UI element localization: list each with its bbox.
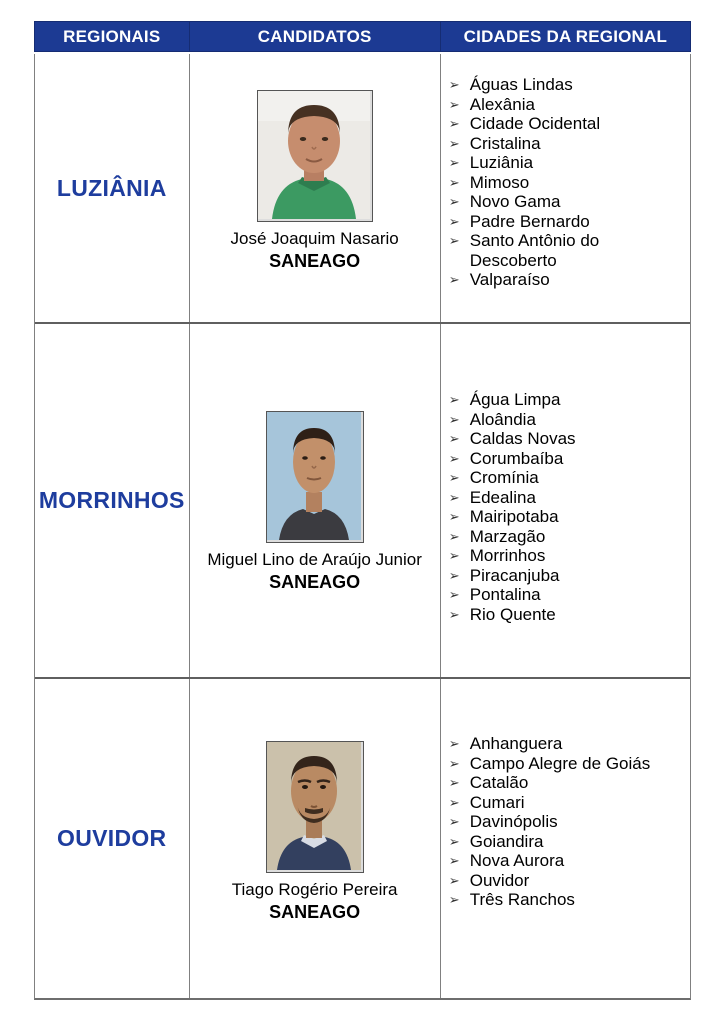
arrow-bullet-icon: ➢ <box>448 587 460 602</box>
arrow-bullet-icon: ➢ <box>448 606 460 622</box>
candidate-cell <box>190 679 441 998</box>
city-list-item <box>447 95 684 115</box>
region-name: MORRINHOS <box>38 487 185 513</box>
region-cell <box>35 679 190 998</box>
arrow-bullet-icon: ➢ <box>448 116 460 131</box>
city-list-item <box>447 410 684 430</box>
city-name: Mairipotaba <box>469 507 559 526</box>
city-list-item <box>447 812 684 832</box>
city-list-item <box>447 449 684 469</box>
candidate-cell <box>190 324 441 677</box>
city-name: Marzagão <box>469 526 546 546</box>
city-list-item <box>447 734 684 754</box>
arrow-bullet-icon: ➢ <box>448 833 460 849</box>
arrow-bullet-icon: ➢ <box>448 411 460 427</box>
city-name: Pontalina <box>469 585 541 604</box>
arrow-bullet-icon: ➢ <box>448 272 460 287</box>
arrow-bullet-icon: ➢ <box>448 489 460 505</box>
city-name: Cumari <box>469 792 525 812</box>
city-list-item <box>447 793 684 813</box>
arrow-bullet-icon: ➢ <box>448 736 460 751</box>
arrow-bullet-icon: ➢ <box>448 755 460 771</box>
city-name: Campo Alegre de Goiás <box>469 753 651 773</box>
city-list-item <box>447 871 684 891</box>
city-name: Aloândia <box>469 409 536 429</box>
arrow-bullet-icon: ➢ <box>448 77 460 92</box>
city-name: Davinópolis <box>469 812 558 831</box>
region-name: OUVIDOR <box>57 825 167 851</box>
candidate-photo <box>257 90 373 222</box>
city-name: Morrinhos <box>469 546 546 565</box>
city-list-item <box>447 546 684 566</box>
city-name: Luziânia <box>469 153 534 172</box>
city-list-item <box>447 270 684 290</box>
city-list-item <box>447 585 684 605</box>
table-body <box>34 54 691 1000</box>
city-list-item <box>447 153 684 173</box>
city-name: Água Limpa <box>469 390 561 409</box>
candidate-name: Tiago Rogério Pereira <box>231 880 398 899</box>
city-name: Caldas Novas <box>469 429 576 448</box>
city-name: Valparaíso <box>469 270 550 289</box>
city-name: Águas Lindas <box>469 75 573 94</box>
city-name: Nova Aurora <box>469 851 565 870</box>
city-list-item <box>447 507 684 527</box>
candidate-cell <box>190 54 441 322</box>
arrow-bullet-icon: ➢ <box>448 794 460 810</box>
candidate-portrait-illustration <box>267 742 361 870</box>
cities-list <box>447 75 684 290</box>
city-list-item <box>447 754 684 774</box>
city-list-item <box>447 134 684 154</box>
arrow-bullet-icon: ➢ <box>448 213 460 229</box>
city-list-item <box>447 429 684 449</box>
candidate-portrait-illustration <box>267 412 361 540</box>
city-list-item <box>447 566 684 586</box>
city-name: Alexânia <box>469 94 535 114</box>
header-cell-candidatos: CANDIDATOS <box>190 22 441 51</box>
cities-list <box>447 734 684 910</box>
city-list-item <box>447 468 684 488</box>
candidate-company: SANEAGO <box>269 902 361 922</box>
city-name: Cromínia <box>469 468 539 487</box>
arrow-bullet-icon: ➢ <box>448 194 460 209</box>
table-row-morrinhos <box>35 322 690 677</box>
table-row-ouvidor <box>35 677 690 998</box>
region-name: LUZIÂNIA <box>56 174 167 201</box>
arrow-bullet-icon: ➢ <box>448 528 460 544</box>
city-name: Rio Quente <box>469 604 556 624</box>
table-row-luziania <box>35 54 690 322</box>
city-list-item <box>447 192 684 212</box>
city-list-item <box>447 212 684 232</box>
arrow-bullet-icon: ➢ <box>448 509 460 524</box>
cities-cell <box>441 54 690 322</box>
city-list-item <box>447 851 684 871</box>
city-name: Cristalina <box>469 133 541 153</box>
arrow-bullet-icon: ➢ <box>448 853 460 868</box>
city-name: Piracanjuba <box>469 565 560 585</box>
city-list-item <box>447 773 684 793</box>
city-list-item <box>447 390 684 410</box>
arrow-bullet-icon: ➢ <box>448 567 460 583</box>
city-name: Padre Bernardo <box>469 211 590 231</box>
arrow-bullet-icon: ➢ <box>448 450 460 466</box>
cities-cell <box>441 679 690 998</box>
arrow-bullet-icon: ➢ <box>448 135 460 151</box>
cities-cell <box>441 324 690 677</box>
city-list-item <box>447 527 684 547</box>
arrow-bullet-icon: ➢ <box>448 96 460 112</box>
cities-list <box>447 390 684 624</box>
candidate-caption <box>207 549 422 593</box>
candidate-photo <box>266 411 364 543</box>
city-list-item <box>447 488 684 508</box>
arrow-bullet-icon: ➢ <box>448 814 460 829</box>
city-name: Corumbaíba <box>469 448 564 468</box>
candidate-name: José Joaquim Nasario <box>230 229 399 248</box>
arrow-bullet-icon: ➢ <box>448 872 460 888</box>
city-name: Novo Gama <box>469 192 561 211</box>
city-list-item <box>447 75 684 95</box>
candidate-portrait-illustration <box>258 91 370 219</box>
arrow-bullet-icon: ➢ <box>448 174 460 190</box>
header-cell-regionais: REGIONAIS <box>35 22 190 51</box>
arrow-bullet-icon: ➢ <box>448 470 460 485</box>
arrow-bullet-icon: ➢ <box>448 892 460 907</box>
candidate-name: Miguel Lino de Araújo Junior <box>207 550 422 569</box>
candidate-photo <box>266 741 364 873</box>
header-cell-cidades: CIDADES DA REGIONAL <box>463 26 668 46</box>
city-list-item <box>447 605 684 625</box>
arrow-bullet-icon: ➢ <box>448 548 460 563</box>
city-name: Edealina <box>469 487 536 507</box>
arrow-bullet-icon: ➢ <box>448 233 460 248</box>
arrow-bullet-icon: ➢ <box>448 431 460 446</box>
candidate-company: SANEAGO <box>269 572 361 592</box>
city-name: Mimoso <box>469 172 530 192</box>
city-name: Goiandira <box>469 831 544 851</box>
city-list-item <box>447 114 684 134</box>
arrow-bullet-icon: ➢ <box>448 392 460 407</box>
city-name: Catalão <box>469 773 529 792</box>
region-cell <box>35 54 190 322</box>
city-name: Cidade Ocidental <box>469 114 601 133</box>
city-list-item <box>447 890 684 910</box>
city-list-item <box>447 231 684 270</box>
candidate-company: SANEAGO <box>269 251 361 271</box>
table-header-row <box>34 21 691 52</box>
city-list-item <box>447 832 684 852</box>
city-name: Três Ranchos <box>469 890 575 909</box>
arrow-bullet-icon: ➢ <box>448 155 460 170</box>
candidate-caption <box>231 228 399 272</box>
arrow-bullet-icon: ➢ <box>448 775 460 790</box>
city-name: Ouvidor <box>469 870 530 890</box>
candidate-caption <box>232 879 398 923</box>
city-list-item <box>447 173 684 193</box>
region-cell <box>35 324 190 677</box>
city-name: Anhanguera <box>469 734 563 753</box>
city-name: Santo Antônio do Descoberto <box>469 231 600 270</box>
regional-candidates-table <box>34 21 691 1000</box>
